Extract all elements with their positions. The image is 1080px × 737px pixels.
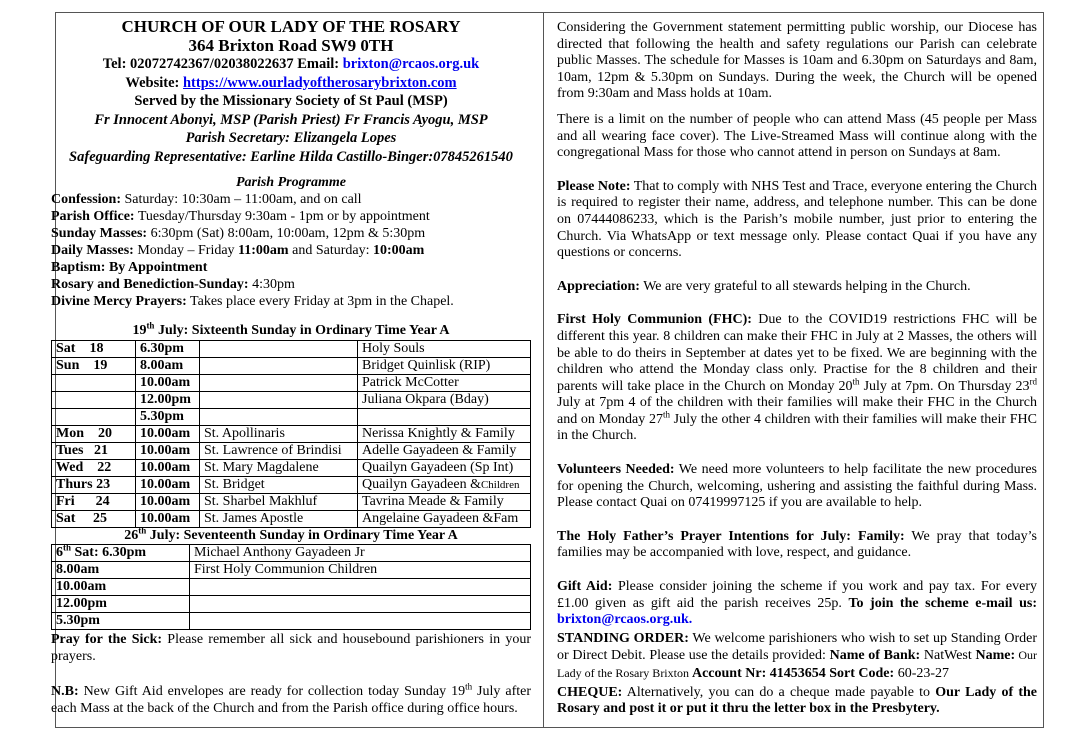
feast-cell	[200, 341, 358, 358]
schedule-row	[52, 375, 531, 392]
first-holy-communion: First Holy Communion (FHC): Due to the COVID19 restrictions FHC will be different this year. 8 children can make their FHC in July at 2 Masses, the others will be able to do theirs in September at dates yet to be fixed. We are beginning with the children who attend the Monday class only. Practise for the 8 children and their parents will take place in the Church on Monday 20th July at 7pm. On Thursday 23rd July at 7pm 4 of the children with their families will make their FHC in the Church and on Monday 27th July the other 4 children with their families will make their FHC in the Church.	[557, 312, 1038, 444]
church-name: CHURCH OF OUR LADY OF THE ROSARY	[121, 17, 461, 36]
contact-line	[51, 55, 531, 74]
schedule-row	[52, 545, 531, 562]
time-cell: 8.00am	[136, 358, 200, 375]
feast-cell: St. Bridget	[200, 477, 358, 494]
programme-item: Daily Masses: Monday – Friday 11:00am and Saturday: 10:00am	[51, 243, 425, 258]
website-line	[51, 74, 531, 93]
day-cell	[52, 409, 136, 426]
parish-programme	[51, 174, 531, 310]
programme-item: Baptism: By Appointment	[51, 260, 208, 275]
schedule-row	[52, 392, 531, 409]
day-cell: Thurs 23	[52, 477, 136, 494]
time-cell: 5.30pm	[136, 409, 200, 426]
programme-item: Divine Mercy Prayers: Takes place every Friday at 3pm in the Chapel.	[51, 294, 454, 309]
intention-cell: Angelaine Gayadeen &Fam	[358, 511, 531, 528]
website-link[interactable]: https://www.ourladyoftherosarybrixton.com	[182, 74, 457, 91]
schedule-row	[52, 341, 531, 358]
feast-cell	[200, 375, 358, 392]
holy-father-intentions: The Holy Father’s Prayer Intentions for July: Family: We pray that today’s families may be accompanied with love, respect, and guidance.	[557, 528, 1037, 561]
programme-item: Sunday Masses: 6:30pm (Sat) 8:00am, 10:00am, 12pm & 5:30pm	[51, 226, 426, 241]
intention-cell	[190, 579, 531, 596]
schedule-row	[52, 358, 531, 375]
gift-aid-email[interactable]: brixton@rcaos.org.uk.	[557, 612, 693, 628]
feast-cell: St. Sharbel Makhluf	[200, 494, 358, 511]
intention-cell: Nerissa Knightly & Family	[358, 426, 531, 443]
week1-title: 19th July: Sixteenth Sunday in Ordinary Time Year A	[132, 320, 450, 338]
day-cell: Sun 19	[52, 358, 136, 375]
time-cell: 10.00am	[136, 477, 200, 494]
time-cell: 5.30pm	[52, 613, 190, 630]
day-cell: Wed 22	[52, 460, 136, 477]
programme-item: Parish Office: Tuesday/Thursday 9:30am - 1pm or by appointment	[51, 209, 430, 224]
church-address: 364 Brixton Road SW9 0TH	[188, 35, 394, 55]
feast-cell: St. Apollinaris	[200, 426, 358, 443]
schedule-row	[52, 579, 531, 596]
feast-cell	[200, 409, 358, 426]
please-note: Please Note: That to comply with NHS Test and Trace, everyone entering the Church is required to register their name, address, and telephone number. This can be done on 07444086233, which is the Parish’s mobile number, just prior to entering the Church. Via WhatsApp or text message only. Please contact Quai if you have any questions or concerns.	[557, 178, 1037, 261]
time-cell: 8.00am	[52, 562, 190, 579]
time-cell: 12.00pm	[136, 392, 200, 409]
intention-cell: Adelle Gayadeen & Family	[358, 443, 531, 460]
schedule-row	[52, 409, 531, 426]
intention-cell: Bridget Quinlisk (RIP)	[358, 358, 531, 375]
week2-table	[51, 544, 531, 630]
time-cell: 10.00am	[136, 511, 200, 528]
mass-limit-notice: There is a limit on the number of people who can attend Mass (45 people per Mass and all wearing face cover). The Live-Streamed Mass will continue along with the congregational Mass for those who cannot attend in person on Sundays at 8am.	[557, 111, 1037, 161]
time-cell: 10.00am	[136, 494, 200, 511]
cheque: CHEQUE: Alternatively, you can do a cheque made payable to Our Lady of the Rosary and post it or put it thru the letter box in the Presbytery.	[557, 684, 1037, 717]
intention-cell: Michael Anthony Gayadeen Jr	[190, 545, 531, 562]
programme-title: Parish Programme	[235, 175, 347, 190]
schedule-row	[52, 596, 531, 613]
day-cell: Fri 24	[52, 494, 136, 511]
schedule-row	[52, 511, 531, 528]
safeguarding: Safeguarding Representative: Earline Hilda Castillo-Binger:07845261540	[69, 148, 513, 165]
intention-cell: First Holy Communion Children	[190, 562, 531, 579]
week2-title: 26th July: Seventeenth Sunday in Ordinary Time Year A	[124, 525, 458, 543]
schedule-row	[52, 477, 531, 494]
priests: Fr Innocent Abonyi, MSP (Parish Priest) Fr Francis Ayogu, MSP	[94, 111, 488, 128]
schedule-row	[52, 426, 531, 443]
intention-cell: Quailyn Gayadeen &Children	[358, 477, 531, 494]
day-cell: Mon 20	[52, 426, 136, 443]
appreciation: Appreciation: We are very grateful to all stewards helping in the Church.	[557, 278, 971, 294]
schedule-row	[52, 613, 531, 630]
time-cell: 10.00am	[136, 426, 200, 443]
parish-header	[51, 18, 531, 166]
time-cell: 10.00am	[52, 579, 190, 596]
right-column	[557, 20, 1037, 720]
day-cell	[52, 392, 136, 409]
feast-cell	[200, 358, 358, 375]
day-cell	[52, 375, 136, 392]
schedule-row	[52, 460, 531, 477]
intention-cell: Juliana Okpara (Bday)	[358, 392, 531, 409]
intention-cell: Holy Souls	[358, 341, 531, 358]
column-divider	[543, 12, 544, 728]
served-by: Served by the Missionary Society of St Paul (MSP)	[134, 93, 448, 109]
schedule-row	[52, 562, 531, 579]
standing-order: STANDING ORDER: We welcome parishioners who wish to set up Standing Order or Direct Debit. Please use the details provided: Name of Bank: NatWest Name: Our Lady of the Rosary Brixton Account Nr: 41453654 Sort Code: 60-23-27	[557, 630, 1037, 681]
public-worship-notice: Considering the Government statement permitting public worship, our Diocese has directed that following the health and safety regulations our Parish can celebrate public Masses. The schedule for Masses is 10am and 6.30pm on Saturdays and 8am, 10am, 12pm & 5.30pm on Sundays. During the week, the Church will be opened from 9:30am and Mass holds at 10am.	[557, 20, 1037, 102]
intention-cell: Tavrina Meade & Family	[358, 494, 531, 511]
secretary: Parish Secretary: Elizangela Lopes	[185, 130, 397, 146]
email-link[interactable]: brixton@rcaos.org.uk	[342, 56, 480, 72]
day-cell: Sat 18	[52, 341, 136, 358]
volunteers-needed: Volunteers Needed: We need more volunteers to help facilitate the new procedures for opening the Church, welcoming, ushering and assisting the faithful during Mass. Please contact Quai on 07419997125 if you are available to help.	[557, 462, 1037, 511]
intention-cell	[358, 409, 531, 426]
left-column	[51, 18, 531, 717]
programme-item: Confession: Saturday: 10:30am – 11:00am, and on call	[51, 192, 362, 207]
time-cell: 6th Sat: 6.30pm	[52, 545, 190, 562]
gift-aid: Gift Aid: Please consider joining the scheme if you work and pay tax. For every £1.00 given as gift aid the parish receives 25p. To join the scheme e-mail us: brixton@rcaos.org.uk.	[557, 579, 1038, 628]
time-cell: 10.00am	[136, 443, 200, 460]
time-cell: 10.00am	[136, 460, 200, 477]
website-label: Website:	[125, 74, 183, 91]
week1-table	[51, 340, 531, 528]
schedule-row	[52, 494, 531, 511]
tel-text: Tel: 02072742367/02038022637 Email:	[102, 56, 343, 72]
feast-cell: St. Mary Magdalene	[200, 460, 358, 477]
schedule-row	[52, 443, 531, 460]
feast-cell	[200, 392, 358, 409]
feast-cell: St. James Apostle	[200, 511, 358, 528]
time-cell: 12.00pm	[52, 596, 190, 613]
feast-cell: St. Lawrence of Brindisi	[200, 443, 358, 460]
time-cell: 6.30pm	[136, 341, 200, 358]
intention-cell	[190, 596, 531, 613]
gift-aid-envelopes-note: N.B: New Gift Aid envelopes are ready for collection today Sunday 19th July after each Mass at the back of the Church and from the Parish office during office hours.	[51, 681, 531, 716]
intention-cell: Quailyn Gayadeen (Sp Int)	[358, 460, 531, 477]
time-cell: 10.00am	[136, 375, 200, 392]
day-cell: Sat 25	[52, 511, 136, 528]
programme-item: Rosary and Benediction-Sunday: 4:30pm	[51, 277, 295, 292]
intention-cell	[190, 613, 531, 630]
pray-for-sick: Pray for the Sick: Please remember all sick and housebound parishioners in your prayers.	[51, 632, 531, 664]
day-cell: Tues 21	[52, 443, 136, 460]
intention-cell: Patrick McCotter	[358, 375, 531, 392]
